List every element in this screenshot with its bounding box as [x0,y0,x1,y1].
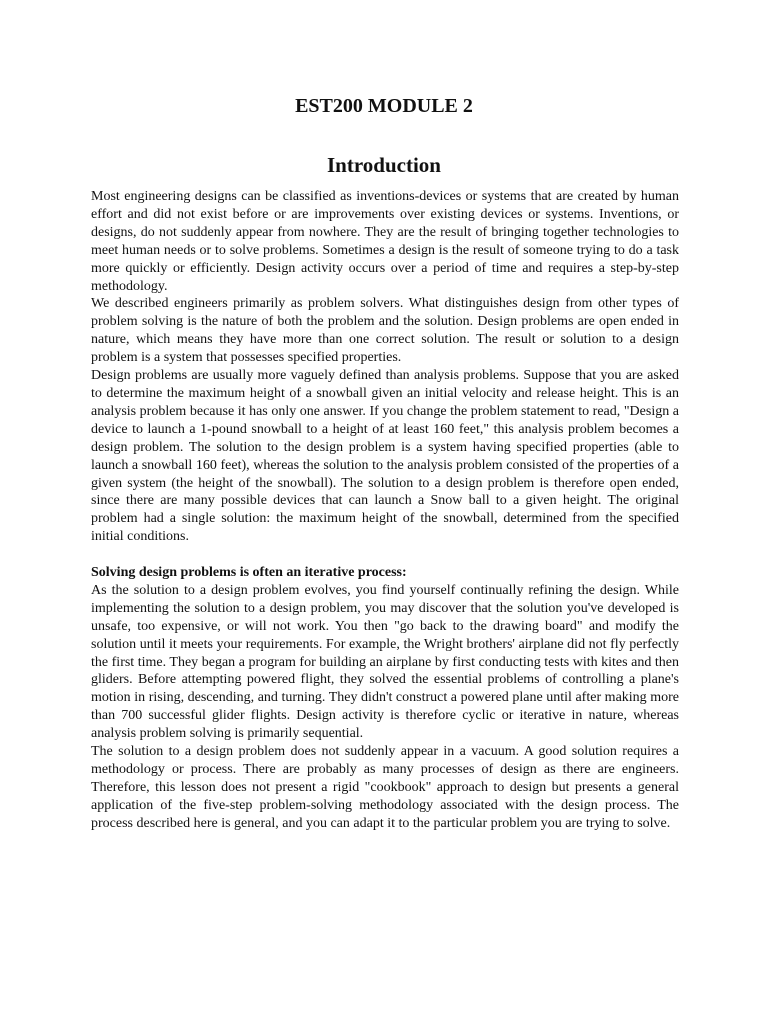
section-title: Introduction [327,153,441,177]
iterative-process-section [91,564,679,833]
paragraph-iterative-design: As the solution to a design problem evolves, you find yourself continually refining the design. While implementing the solution to a design problem, you may discover that the solution you've developed is unsafe, too expensive, or will not work. You then "go back to the drawing board" and modify the solution until it meets your requirements. For example, the Wright brothers' airplane did not fly perfectly the first time. They began a program for building an airplane by first conducting tests with kites and then gliders. Before attempting powered flight, they solved the essential problems of controlling a plane's motion in rising, descending, and turning. They didn't construct a powered plane until after making more than 700 successful glider flights. Design activity is therefore cyclic or iterative in nature, whereas analysis problem solving is primarily sequential. [91,582,679,742]
paragraph-problem-solvers: We described engineers primarily as problem solvers. What distinguishes design from other types of problem solving is the nature of both the problem and the solution. Design problems are open ended in nature, which means they have more than one correct solution. The result or solution to a design problem is a system that possesses specified properties. [91,296,679,366]
subheading-iterative-process: Solving design problems is often an iterative process: [91,565,407,580]
paragraph-design-definition: Most engineering designs can be classified as inventions-devices or systems that are created by human effort and did not exist before or are improvements over existing devices or systems. Inventions, or designs, do not suddenly appear from nowhere. They are the result of bringing together technologies to meet human needs or to solve problems. Sometimes a design is the result of someone trying to do a task more quickly or efficiently. Design activity occurs over a period of time and requires a step-by-step methodology. [91,189,679,294]
paragraph-analysis-vs-design: Design problems are usually more vaguely defined than analysis problems. Suppose that you are asked to determine the maximum height of a snowball given an initial velocity and release height. This is an analysis problem because it has only one answer. If you change the problem statement to read, "Design a device to launch a 1-pound snowball to a height of at least 160 feet," this analysis problem becomes a design problem. The solution to the design problem is a system having specified properties (able to launch a snowball 160 feet), whereas the solution to the analysis problem consisted of the properties of a given system (the height of the snowball). The solution to a design problem is therefore open ended, since there are many possible devices that can launch a Snow ball to a given height. The original problem had a single solution: the maximum height of the snowball, determined from the specified initial conditions. [91,368,679,545]
paragraph-design-methodology: The solution to a design problem does not suddenly appear in a vacuum. A good solution requires a methodology or process. There are probably as many processes of design as there are engineers. Therefore, this lesson does not present a rigid "cookbook" approach to design but presents a general application of the five-step problem-solving methodology associated with the design process. The process described here is general, and you can adapt it to the particular problem you are trying to solve. [91,744,679,831]
introduction-body [91,188,679,546]
module-title: EST200 MODULE 2 [295,95,473,117]
